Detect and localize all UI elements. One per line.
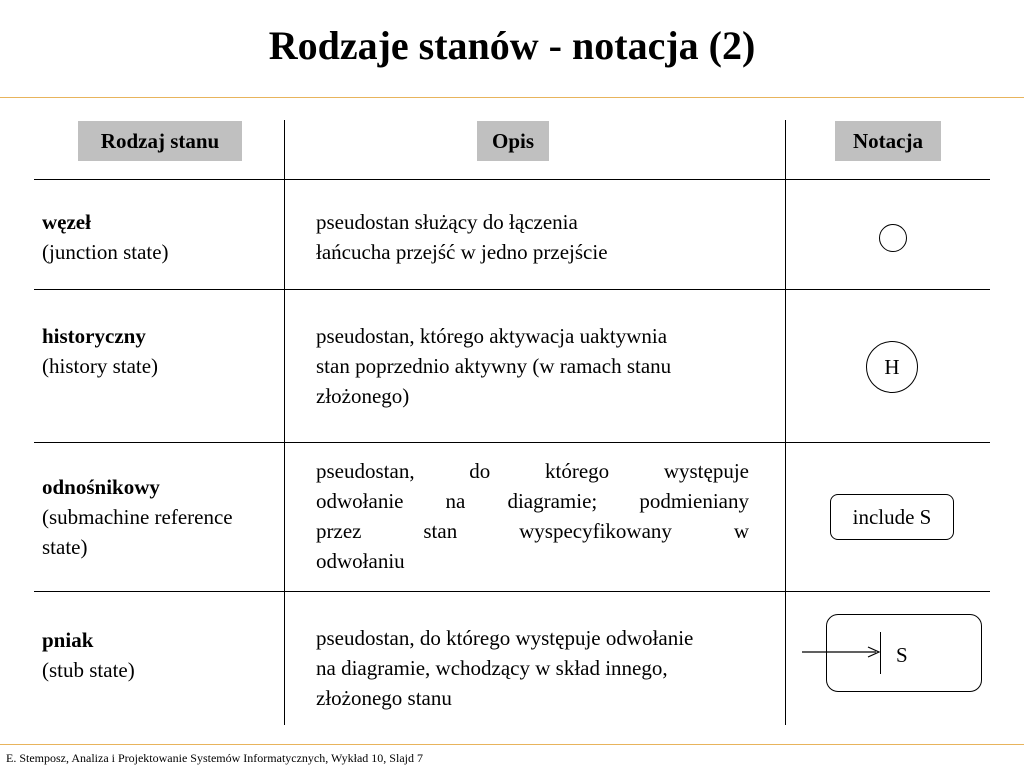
- state-name: historyczny: [42, 324, 146, 348]
- state-english: (submachine reference: [42, 505, 233, 529]
- state-english-cont: state): [42, 535, 88, 559]
- column-divider-2: [785, 120, 786, 725]
- state-description: pseudostan służący do łączenia łańcucha przejść w jedno przejście: [316, 210, 608, 264]
- row-divider-2: [34, 442, 990, 443]
- history-circle-icon: H: [866, 341, 918, 393]
- header-notation: Notacja: [835, 121, 941, 161]
- state-description: pseudostan, którego aktywacja uaktywnia stan poprzednio aktywny (w ramach stanu złożonego): [316, 324, 672, 408]
- title-divider: [0, 97, 1024, 98]
- table-row: [42, 472, 233, 562]
- state-english: (history state): [42, 354, 159, 378]
- header-description: Opis: [477, 121, 549, 161]
- state-english: (junction state): [42, 240, 169, 264]
- state-description: pseudostan, do którego występuje odwołanie na diagramie; podmieniany przez stan wyspecyfikowany w odwołaniu: [316, 459, 749, 573]
- state-name: odnośnikowy: [42, 475, 160, 499]
- rounded-box-icon: include S: [830, 494, 954, 540]
- header-state-type: Rodzaj stanu: [78, 121, 242, 161]
- state-name: pniak: [42, 628, 94, 652]
- table-row: [42, 321, 158, 381]
- column-divider-1: [284, 120, 285, 725]
- state-description: pseudostan, do którego występuje odwołanie na diagramie, wchodzący w skład innego, złożonego stanu: [316, 626, 694, 710]
- state-name: węzeł: [42, 210, 91, 234]
- row-divider-header: [34, 179, 990, 180]
- stub-label: S: [896, 643, 908, 667]
- slide-title: Rodzaje stanów - notacja (2): [268, 23, 756, 68]
- slide-footer: E. Stemposz, Analiza i Projektowanie Systemów Informatycznych, Wykład 10, Slajd 7: [6, 751, 423, 765]
- table-row: [42, 207, 169, 267]
- circle-icon: [879, 224, 907, 252]
- row-divider-1: [34, 289, 990, 290]
- arrow-right-icon: [800, 644, 884, 660]
- state-english: (stub state): [42, 658, 135, 682]
- table-row: [42, 625, 135, 685]
- row-divider-3: [34, 591, 990, 592]
- footer-divider: [0, 744, 1024, 745]
